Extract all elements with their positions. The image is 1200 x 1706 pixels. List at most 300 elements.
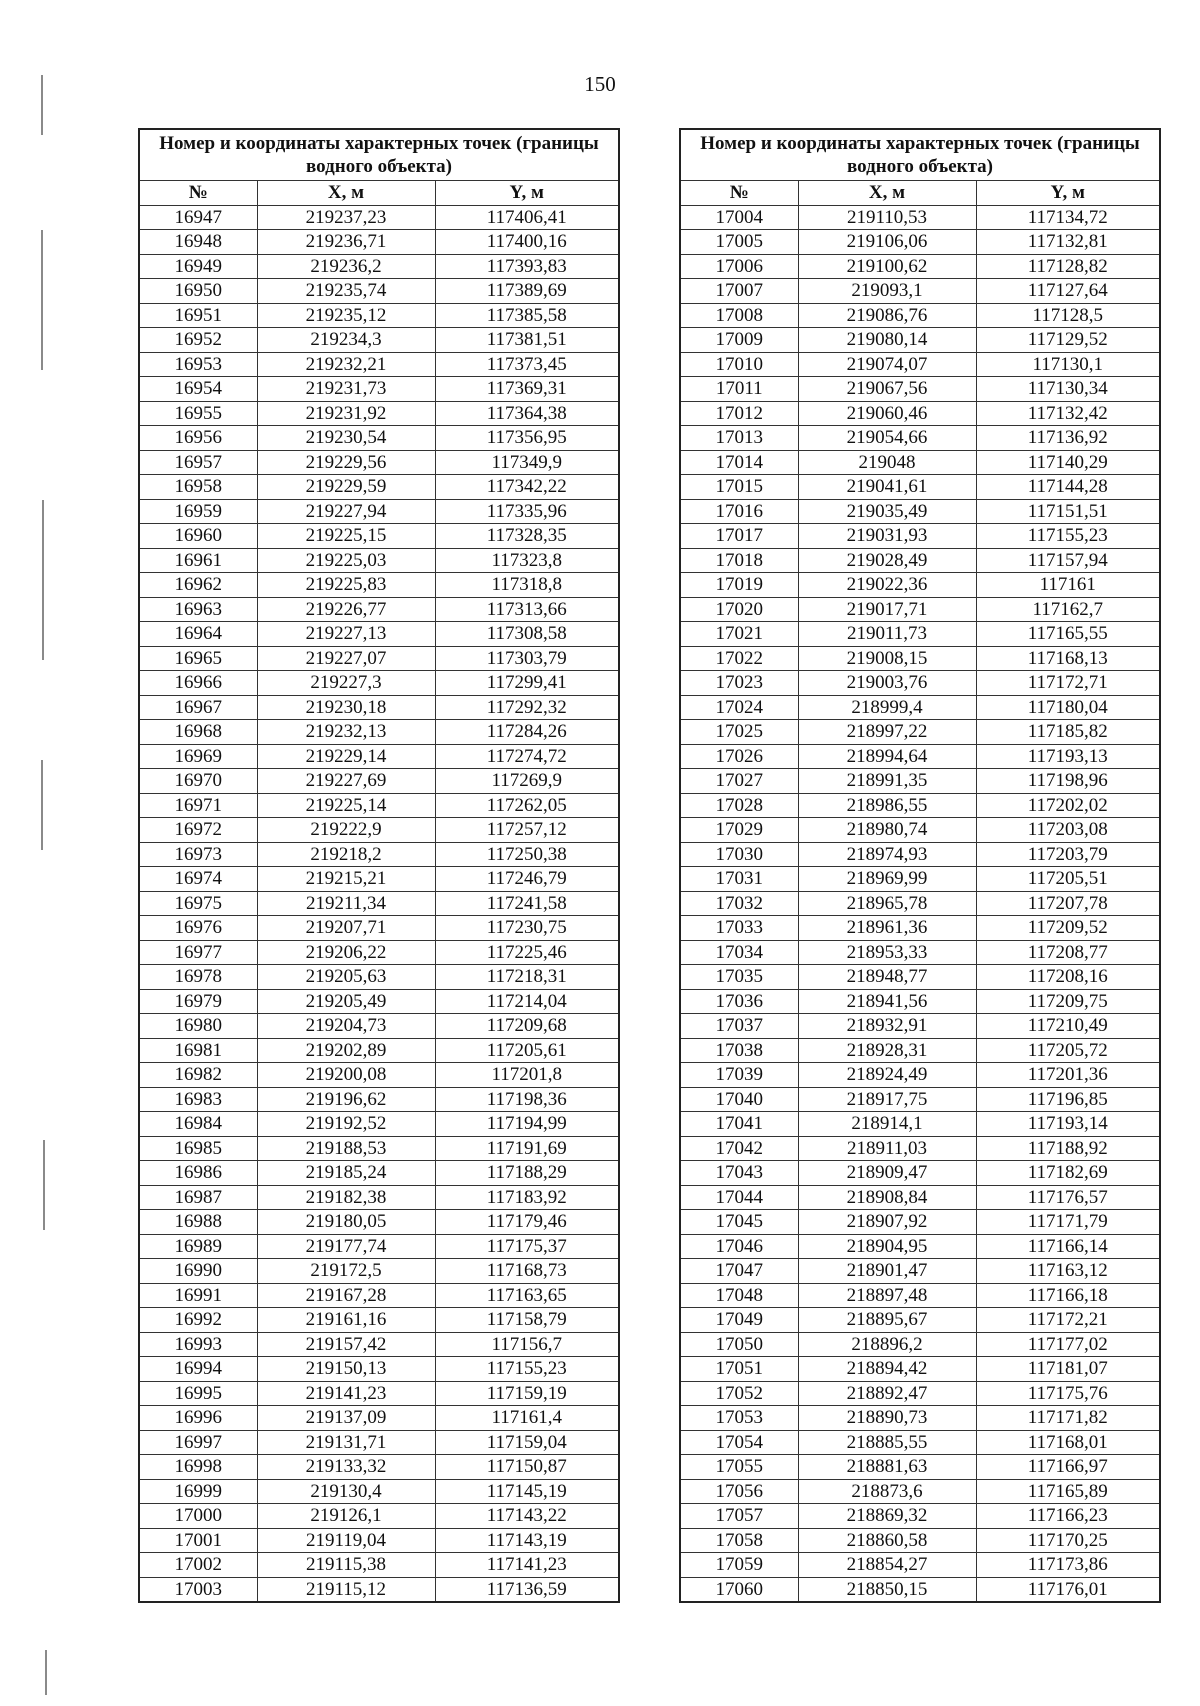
point-number-cell: 17006 bbox=[680, 254, 798, 279]
x-coordinate-cell: 219048 bbox=[798, 450, 976, 475]
table-row bbox=[680, 573, 1160, 598]
y-coordinate-cell: 117241,58 bbox=[435, 891, 619, 916]
table-row bbox=[680, 1234, 1160, 1259]
x-coordinate-cell: 219231,92 bbox=[257, 401, 435, 426]
table-row bbox=[139, 1430, 619, 1455]
y-coordinate-cell: 117175,76 bbox=[976, 1381, 1160, 1406]
x-coordinate-cell: 219126,1 bbox=[257, 1504, 435, 1529]
y-coordinate-cell: 117166,14 bbox=[976, 1234, 1160, 1259]
point-number-cell: 16958 bbox=[139, 475, 257, 500]
table-row bbox=[680, 989, 1160, 1014]
column-header-x: X, м bbox=[798, 181, 976, 206]
table-row bbox=[680, 622, 1160, 647]
x-coordinate-cell: 219225,14 bbox=[257, 793, 435, 818]
x-coordinate-cell: 218850,15 bbox=[798, 1577, 976, 1602]
point-number-cell: 16981 bbox=[139, 1038, 257, 1063]
x-coordinate-cell: 218941,56 bbox=[798, 989, 976, 1014]
x-coordinate-cell: 219226,77 bbox=[257, 597, 435, 622]
y-coordinate-cell: 117393,83 bbox=[435, 254, 619, 279]
table-row bbox=[680, 450, 1160, 475]
y-coordinate-cell: 117158,79 bbox=[435, 1308, 619, 1333]
x-coordinate-cell: 218997,22 bbox=[798, 720, 976, 745]
x-coordinate-cell: 219093,1 bbox=[798, 279, 976, 304]
point-number-cell: 17031 bbox=[680, 867, 798, 892]
point-number-cell: 16999 bbox=[139, 1479, 257, 1504]
table-row bbox=[680, 867, 1160, 892]
x-coordinate-cell: 219115,38 bbox=[257, 1553, 435, 1578]
point-number-cell: 16986 bbox=[139, 1161, 257, 1186]
point-number-cell: 16974 bbox=[139, 867, 257, 892]
y-coordinate-cell: 117182,69 bbox=[976, 1161, 1160, 1186]
table-row bbox=[680, 205, 1160, 230]
x-coordinate-cell: 218881,63 bbox=[798, 1455, 976, 1480]
x-coordinate-cell: 218854,27 bbox=[798, 1553, 976, 1578]
x-coordinate-cell: 219017,71 bbox=[798, 597, 976, 622]
y-coordinate-cell: 117246,79 bbox=[435, 867, 619, 892]
x-coordinate-cell: 219161,16 bbox=[257, 1308, 435, 1333]
y-coordinate-cell: 117130,34 bbox=[976, 377, 1160, 402]
x-coordinate-cell: 219180,05 bbox=[257, 1210, 435, 1235]
point-number-cell: 16950 bbox=[139, 279, 257, 304]
x-coordinate-cell: 219229,56 bbox=[257, 450, 435, 475]
x-coordinate-cell: 218932,91 bbox=[798, 1014, 976, 1039]
table-row bbox=[680, 1577, 1160, 1602]
point-number-cell: 16969 bbox=[139, 744, 257, 769]
y-coordinate-cell: 117179,46 bbox=[435, 1210, 619, 1235]
y-coordinate-cell: 117159,04 bbox=[435, 1430, 619, 1455]
point-number-cell: 16967 bbox=[139, 695, 257, 720]
x-coordinate-cell: 218890,73 bbox=[798, 1406, 976, 1431]
x-coordinate-cell: 218961,36 bbox=[798, 916, 976, 941]
y-coordinate-cell: 117157,94 bbox=[976, 548, 1160, 573]
y-coordinate-cell: 117166,18 bbox=[976, 1283, 1160, 1308]
x-coordinate-cell: 219235,74 bbox=[257, 279, 435, 304]
table-row bbox=[680, 597, 1160, 622]
x-coordinate-cell: 218965,78 bbox=[798, 891, 976, 916]
table-body-left bbox=[139, 205, 619, 1602]
point-number-cell: 16980 bbox=[139, 1014, 257, 1039]
point-number-cell: 17026 bbox=[680, 744, 798, 769]
table-row bbox=[139, 597, 619, 622]
point-number-cell: 17050 bbox=[680, 1332, 798, 1357]
point-number-cell: 17010 bbox=[680, 352, 798, 377]
x-coordinate-cell: 219222,9 bbox=[257, 818, 435, 843]
x-coordinate-cell: 219236,2 bbox=[257, 254, 435, 279]
point-number-cell: 16973 bbox=[139, 842, 257, 867]
column-header-number: № bbox=[680, 181, 798, 206]
y-coordinate-cell: 117161 bbox=[976, 573, 1160, 598]
x-coordinate-cell: 219211,34 bbox=[257, 891, 435, 916]
point-number-cell: 17021 bbox=[680, 622, 798, 647]
y-coordinate-cell: 117165,89 bbox=[976, 1479, 1160, 1504]
x-coordinate-cell: 219227,3 bbox=[257, 671, 435, 696]
table-row bbox=[680, 328, 1160, 353]
point-number-cell: 17024 bbox=[680, 695, 798, 720]
y-coordinate-cell: 117143,19 bbox=[435, 1528, 619, 1553]
point-number-cell: 16956 bbox=[139, 426, 257, 451]
point-number-cell: 16990 bbox=[139, 1259, 257, 1284]
x-coordinate-cell: 218873,6 bbox=[798, 1479, 976, 1504]
table-row bbox=[139, 891, 619, 916]
point-number-cell: 16965 bbox=[139, 646, 257, 671]
table-row bbox=[680, 916, 1160, 941]
table-row bbox=[680, 1479, 1160, 1504]
point-number-cell: 17033 bbox=[680, 916, 798, 941]
y-coordinate-cell: 117172,21 bbox=[976, 1308, 1160, 1333]
y-coordinate-cell: 117161,4 bbox=[435, 1406, 619, 1431]
table-row bbox=[139, 1308, 619, 1333]
table-row bbox=[139, 1577, 619, 1602]
table-row bbox=[680, 524, 1160, 549]
table-row bbox=[139, 965, 619, 990]
point-number-cell: 17051 bbox=[680, 1357, 798, 1382]
table-row bbox=[680, 671, 1160, 696]
table-row bbox=[680, 475, 1160, 500]
table-row bbox=[139, 1210, 619, 1235]
y-coordinate-cell: 117143,22 bbox=[435, 1504, 619, 1529]
point-number-cell: 17017 bbox=[680, 524, 798, 549]
x-coordinate-cell: 219218,2 bbox=[257, 842, 435, 867]
scan-artifact-line bbox=[43, 1140, 45, 1230]
point-number-cell: 16962 bbox=[139, 573, 257, 598]
point-number-cell: 17032 bbox=[680, 891, 798, 916]
x-coordinate-cell: 219054,66 bbox=[798, 426, 976, 451]
point-number-cell: 16977 bbox=[139, 940, 257, 965]
point-number-cell: 17028 bbox=[680, 793, 798, 818]
table-row bbox=[680, 1455, 1160, 1480]
table-row bbox=[680, 352, 1160, 377]
x-coordinate-cell: 219227,07 bbox=[257, 646, 435, 671]
x-coordinate-cell: 219225,15 bbox=[257, 524, 435, 549]
point-number-cell: 17029 bbox=[680, 818, 798, 843]
y-coordinate-cell: 117269,9 bbox=[435, 769, 619, 794]
point-number-cell: 17046 bbox=[680, 1234, 798, 1259]
y-coordinate-cell: 117151,51 bbox=[976, 499, 1160, 524]
table-row bbox=[680, 744, 1160, 769]
table-row bbox=[139, 548, 619, 573]
x-coordinate-cell: 218885,55 bbox=[798, 1430, 976, 1455]
point-number-cell: 16968 bbox=[139, 720, 257, 745]
y-coordinate-cell: 117274,72 bbox=[435, 744, 619, 769]
x-coordinate-cell: 219008,15 bbox=[798, 646, 976, 671]
x-coordinate-cell: 218904,95 bbox=[798, 1234, 976, 1259]
table-row bbox=[139, 1063, 619, 1088]
y-coordinate-cell: 117292,32 bbox=[435, 695, 619, 720]
point-number-cell: 17039 bbox=[680, 1063, 798, 1088]
y-coordinate-cell: 117299,41 bbox=[435, 671, 619, 696]
table-row bbox=[139, 1528, 619, 1553]
x-coordinate-cell: 219106,06 bbox=[798, 230, 976, 255]
table-row bbox=[680, 1112, 1160, 1137]
table-row bbox=[680, 401, 1160, 426]
x-coordinate-cell: 218860,58 bbox=[798, 1528, 976, 1553]
x-coordinate-cell: 219067,56 bbox=[798, 377, 976, 402]
table-row bbox=[139, 303, 619, 328]
x-coordinate-cell: 219192,52 bbox=[257, 1112, 435, 1137]
point-number-cell: 16984 bbox=[139, 1112, 257, 1137]
column-header-x: X, м bbox=[257, 181, 435, 206]
x-coordinate-cell: 218907,92 bbox=[798, 1210, 976, 1235]
table-row bbox=[680, 279, 1160, 304]
y-coordinate-cell: 117198,96 bbox=[976, 769, 1160, 794]
y-coordinate-cell: 117171,82 bbox=[976, 1406, 1160, 1431]
y-coordinate-cell: 117168,01 bbox=[976, 1430, 1160, 1455]
y-coordinate-cell: 117400,16 bbox=[435, 230, 619, 255]
point-number-cell: 17025 bbox=[680, 720, 798, 745]
y-coordinate-cell: 117369,31 bbox=[435, 377, 619, 402]
x-coordinate-cell: 219141,23 bbox=[257, 1381, 435, 1406]
x-coordinate-cell: 219157,42 bbox=[257, 1332, 435, 1357]
table-row bbox=[139, 744, 619, 769]
y-coordinate-cell: 117128,82 bbox=[976, 254, 1160, 279]
y-coordinate-cell: 117225,46 bbox=[435, 940, 619, 965]
y-coordinate-cell: 117191,69 bbox=[435, 1136, 619, 1161]
y-coordinate-cell: 117196,85 bbox=[976, 1087, 1160, 1112]
point-number-cell: 17003 bbox=[139, 1577, 257, 1602]
table-row bbox=[680, 891, 1160, 916]
point-number-cell: 16959 bbox=[139, 499, 257, 524]
point-number-cell: 16970 bbox=[139, 769, 257, 794]
point-number-cell: 17052 bbox=[680, 1381, 798, 1406]
point-number-cell: 16979 bbox=[139, 989, 257, 1014]
point-number-cell: 17020 bbox=[680, 597, 798, 622]
y-coordinate-cell: 117159,19 bbox=[435, 1381, 619, 1406]
table-row bbox=[680, 1504, 1160, 1529]
y-coordinate-cell: 117205,61 bbox=[435, 1038, 619, 1063]
y-coordinate-cell: 117136,92 bbox=[976, 426, 1160, 451]
y-coordinate-cell: 117214,04 bbox=[435, 989, 619, 1014]
table-row bbox=[139, 646, 619, 671]
table-row bbox=[139, 940, 619, 965]
x-coordinate-cell: 219215,21 bbox=[257, 867, 435, 892]
y-coordinate-cell: 117136,59 bbox=[435, 1577, 619, 1602]
point-number-cell: 16996 bbox=[139, 1406, 257, 1431]
point-number-cell: 16964 bbox=[139, 622, 257, 647]
y-coordinate-cell: 117168,73 bbox=[435, 1259, 619, 1284]
point-number-cell: 17056 bbox=[680, 1479, 798, 1504]
x-coordinate-cell: 219232,21 bbox=[257, 352, 435, 377]
table-row bbox=[139, 1185, 619, 1210]
table-row bbox=[680, 499, 1160, 524]
point-number-cell: 16952 bbox=[139, 328, 257, 353]
x-coordinate-cell: 219177,74 bbox=[257, 1234, 435, 1259]
point-number-cell: 17035 bbox=[680, 965, 798, 990]
point-number-cell: 16989 bbox=[139, 1234, 257, 1259]
point-number-cell: 17002 bbox=[139, 1553, 257, 1578]
point-number-cell: 17059 bbox=[680, 1553, 798, 1578]
point-number-cell: 16993 bbox=[139, 1332, 257, 1357]
y-coordinate-cell: 117373,45 bbox=[435, 352, 619, 377]
y-coordinate-cell: 117132,81 bbox=[976, 230, 1160, 255]
x-coordinate-cell: 219204,73 bbox=[257, 1014, 435, 1039]
table-row bbox=[680, 769, 1160, 794]
table-title: Номер и координаты характерных точек (границы водного объекта) bbox=[139, 129, 619, 181]
point-number-cell: 16997 bbox=[139, 1430, 257, 1455]
table-row bbox=[680, 1038, 1160, 1063]
y-coordinate-cell: 117163,65 bbox=[435, 1283, 619, 1308]
table-row bbox=[139, 989, 619, 1014]
point-number-cell: 17054 bbox=[680, 1430, 798, 1455]
x-coordinate-cell: 218895,67 bbox=[798, 1308, 976, 1333]
point-number-cell: 16954 bbox=[139, 377, 257, 402]
point-number-cell: 16978 bbox=[139, 965, 257, 990]
x-coordinate-cell: 219115,12 bbox=[257, 1577, 435, 1602]
x-coordinate-cell: 219227,13 bbox=[257, 622, 435, 647]
y-coordinate-cell: 117218,31 bbox=[435, 965, 619, 990]
point-number-cell: 17036 bbox=[680, 989, 798, 1014]
y-coordinate-cell: 117208,77 bbox=[976, 940, 1160, 965]
x-coordinate-cell: 219232,13 bbox=[257, 720, 435, 745]
table-row bbox=[139, 352, 619, 377]
x-coordinate-cell: 218974,93 bbox=[798, 842, 976, 867]
y-coordinate-cell: 117171,79 bbox=[976, 1210, 1160, 1235]
y-coordinate-cell: 117175,37 bbox=[435, 1234, 619, 1259]
table-row bbox=[139, 524, 619, 549]
y-coordinate-cell: 117210,49 bbox=[976, 1014, 1160, 1039]
y-coordinate-cell: 117342,22 bbox=[435, 475, 619, 500]
y-coordinate-cell: 117308,58 bbox=[435, 622, 619, 647]
point-number-cell: 16994 bbox=[139, 1357, 257, 1382]
x-coordinate-cell: 219206,22 bbox=[257, 940, 435, 965]
point-number-cell: 17049 bbox=[680, 1308, 798, 1333]
point-number-cell: 17008 bbox=[680, 303, 798, 328]
page-number: 150 bbox=[584, 72, 616, 96]
table-row bbox=[139, 1455, 619, 1480]
x-coordinate-cell: 219202,89 bbox=[257, 1038, 435, 1063]
table-row bbox=[680, 965, 1160, 990]
x-coordinate-cell: 218924,49 bbox=[798, 1063, 976, 1088]
y-coordinate-cell: 117188,29 bbox=[435, 1161, 619, 1186]
y-coordinate-cell: 117349,9 bbox=[435, 450, 619, 475]
x-coordinate-cell: 219074,07 bbox=[798, 352, 976, 377]
y-coordinate-cell: 117183,92 bbox=[435, 1185, 619, 1210]
y-coordinate-cell: 117176,01 bbox=[976, 1577, 1160, 1602]
y-coordinate-cell: 117208,16 bbox=[976, 965, 1160, 990]
y-coordinate-cell: 117389,69 bbox=[435, 279, 619, 304]
table-row bbox=[139, 769, 619, 794]
y-coordinate-cell: 117406,41 bbox=[435, 205, 619, 230]
table-row bbox=[680, 303, 1160, 328]
y-coordinate-cell: 117318,8 bbox=[435, 573, 619, 598]
x-coordinate-cell: 219119,04 bbox=[257, 1528, 435, 1553]
y-coordinate-cell: 117328,35 bbox=[435, 524, 619, 549]
table-row bbox=[139, 1504, 619, 1529]
y-coordinate-cell: 117198,36 bbox=[435, 1087, 619, 1112]
y-coordinate-cell: 117134,72 bbox=[976, 205, 1160, 230]
table-row bbox=[139, 695, 619, 720]
table-row bbox=[680, 1283, 1160, 1308]
table-row bbox=[680, 548, 1160, 573]
y-coordinate-cell: 117168,13 bbox=[976, 646, 1160, 671]
point-number-cell: 17011 bbox=[680, 377, 798, 402]
table-row bbox=[680, 1528, 1160, 1553]
table-row bbox=[680, 377, 1160, 402]
table-row bbox=[139, 1357, 619, 1382]
y-coordinate-cell: 117188,92 bbox=[976, 1136, 1160, 1161]
point-number-cell: 17014 bbox=[680, 450, 798, 475]
x-coordinate-cell: 219041,61 bbox=[798, 475, 976, 500]
x-coordinate-cell: 218969,99 bbox=[798, 867, 976, 892]
y-coordinate-cell: 117303,79 bbox=[435, 646, 619, 671]
y-coordinate-cell: 117127,64 bbox=[976, 279, 1160, 304]
table-row bbox=[680, 720, 1160, 745]
point-number-cell: 17045 bbox=[680, 1210, 798, 1235]
table-row bbox=[139, 842, 619, 867]
x-coordinate-cell: 219229,14 bbox=[257, 744, 435, 769]
y-coordinate-cell: 117262,05 bbox=[435, 793, 619, 818]
y-coordinate-cell: 117129,52 bbox=[976, 328, 1160, 353]
y-coordinate-cell: 117181,07 bbox=[976, 1357, 1160, 1382]
point-number-cell: 17048 bbox=[680, 1283, 798, 1308]
y-coordinate-cell: 117132,42 bbox=[976, 401, 1160, 426]
x-coordinate-cell: 218948,77 bbox=[798, 965, 976, 990]
y-coordinate-cell: 117207,78 bbox=[976, 891, 1160, 916]
x-coordinate-cell: 219225,03 bbox=[257, 548, 435, 573]
y-coordinate-cell: 117162,7 bbox=[976, 597, 1160, 622]
table-row bbox=[680, 1381, 1160, 1406]
point-number-cell: 16953 bbox=[139, 352, 257, 377]
point-number-cell: 16991 bbox=[139, 1283, 257, 1308]
point-number-cell: 17041 bbox=[680, 1112, 798, 1137]
point-number-cell: 17043 bbox=[680, 1161, 798, 1186]
y-coordinate-cell: 117356,95 bbox=[435, 426, 619, 451]
y-coordinate-cell: 117313,66 bbox=[435, 597, 619, 622]
table-row bbox=[680, 1087, 1160, 1112]
table-row bbox=[139, 230, 619, 255]
point-number-cell: 17042 bbox=[680, 1136, 798, 1161]
y-coordinate-cell: 117173,86 bbox=[976, 1553, 1160, 1578]
x-coordinate-cell: 218994,64 bbox=[798, 744, 976, 769]
x-coordinate-cell: 218999,4 bbox=[798, 695, 976, 720]
scan-artifact-line bbox=[41, 760, 43, 850]
table-row bbox=[139, 1014, 619, 1039]
y-coordinate-cell: 117250,38 bbox=[435, 842, 619, 867]
y-coordinate-cell: 117203,79 bbox=[976, 842, 1160, 867]
x-coordinate-cell: 218917,75 bbox=[798, 1087, 976, 1112]
x-coordinate-cell: 219080,14 bbox=[798, 328, 976, 353]
table-row bbox=[139, 499, 619, 524]
point-number-cell: 16971 bbox=[139, 793, 257, 818]
point-number-cell: 16983 bbox=[139, 1087, 257, 1112]
x-coordinate-cell: 219031,93 bbox=[798, 524, 976, 549]
point-number-cell: 17022 bbox=[680, 646, 798, 671]
x-coordinate-cell: 219205,63 bbox=[257, 965, 435, 990]
table-row bbox=[139, 1479, 619, 1504]
table-row bbox=[680, 646, 1160, 671]
x-coordinate-cell: 219172,5 bbox=[257, 1259, 435, 1284]
y-coordinate-cell: 117185,82 bbox=[976, 720, 1160, 745]
x-coordinate-cell: 219011,73 bbox=[798, 622, 976, 647]
table-row bbox=[680, 1210, 1160, 1235]
y-coordinate-cell: 117150,87 bbox=[435, 1455, 619, 1480]
y-coordinate-cell: 117284,26 bbox=[435, 720, 619, 745]
column-header-y: Y, м bbox=[435, 181, 619, 206]
scan-artifact-line bbox=[41, 75, 43, 135]
point-number-cell: 17047 bbox=[680, 1259, 798, 1284]
table-row bbox=[139, 426, 619, 451]
x-coordinate-cell: 218991,35 bbox=[798, 769, 976, 794]
x-coordinate-cell: 219234,3 bbox=[257, 328, 435, 353]
x-coordinate-cell: 219086,76 bbox=[798, 303, 976, 328]
x-coordinate-cell: 218980,74 bbox=[798, 818, 976, 843]
table-row bbox=[139, 818, 619, 843]
x-coordinate-cell: 219229,59 bbox=[257, 475, 435, 500]
x-coordinate-cell: 219230,54 bbox=[257, 426, 435, 451]
x-coordinate-cell: 218896,2 bbox=[798, 1332, 976, 1357]
y-coordinate-cell: 117176,57 bbox=[976, 1185, 1160, 1210]
x-coordinate-cell: 219230,18 bbox=[257, 695, 435, 720]
point-number-cell: 16948 bbox=[139, 230, 257, 255]
